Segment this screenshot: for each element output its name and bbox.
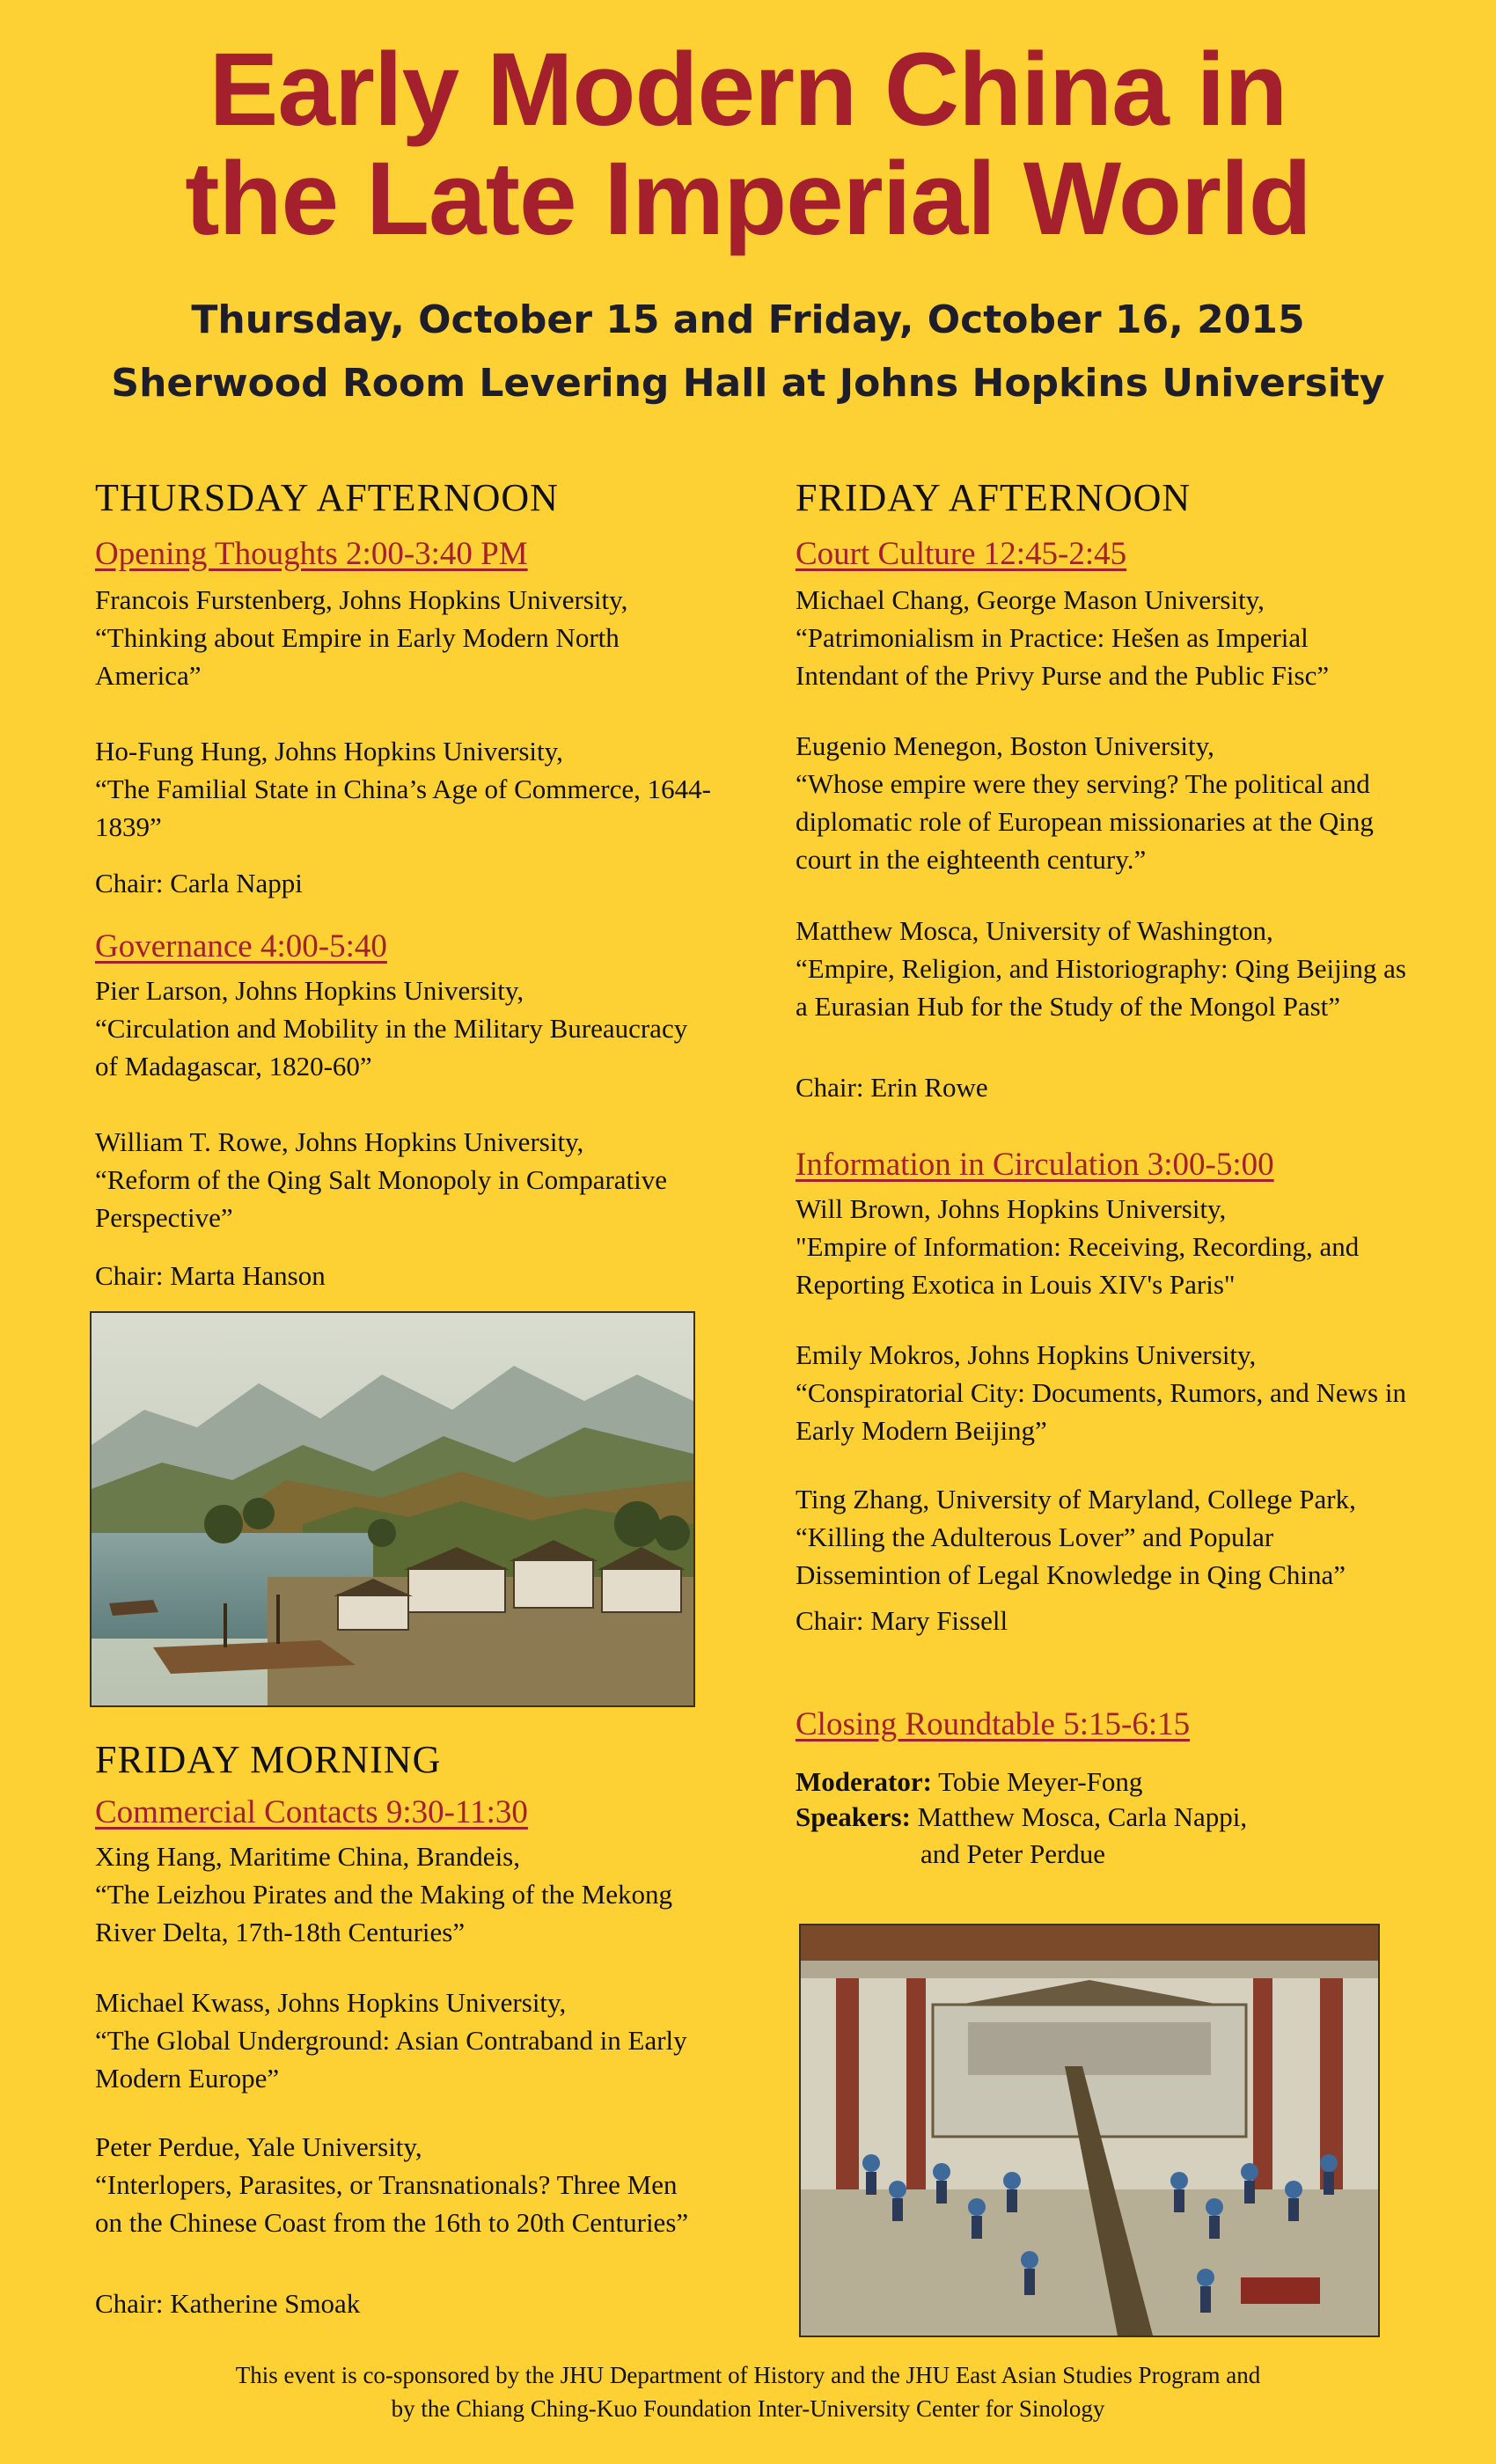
session-chair: Chair: Katherine Smoak <box>95 2288 361 2319</box>
talk-title: “Reform of the Qing Salt Monopoly in Comparative Perspective” <box>95 1164 668 1233</box>
speaker: Michael Chang, George Mason University, <box>796 584 1265 615</box>
speaker: Ho-Fung Hung, Johns Hopkins University, <box>95 736 563 766</box>
talk-perdue <box>95 2128 711 2241</box>
event-venue: Sherwood Room Levering Hall at Johns Hopkins University <box>111 361 1385 406</box>
talk-furstenberg <box>95 581 711 694</box>
session-chair: Chair: Mary Fissell <box>796 1605 1008 1636</box>
landscape-illustration <box>92 1313 693 1705</box>
talk-title: “Killing the Adulterous Lover” and Popular Dissemintion of Legal Knowledge in Qing China” <box>796 1522 1346 1590</box>
session-commercial-contacts: Commercial Contacts 9:30-11:30 <box>95 1794 528 1830</box>
harbor-landscape-painting <box>90 1311 695 1707</box>
talk-title: “Empire, Religion, and Historiography: Qing Beijing as a Eurasian Hub for the Study of the Mongol Past” <box>796 953 1406 1022</box>
speaker: Xing Hang, Maritime China, Brandeis, <box>95 1841 520 1872</box>
session-chair: Chair: Erin Rowe <box>796 1072 988 1103</box>
session-closing-roundtable: Closing Roundtable 5:15-6:15 <box>796 1706 1191 1742</box>
talk-larson <box>95 972 711 1085</box>
speakers-label: Speakers: <box>796 1801 911 1832</box>
sponsor-line-1: This event is co-sponsored by the JHU Department of History and the JHU East Asian Studies Program and <box>235 2362 1261 2388</box>
speaker: Peter Perdue, Yale University, <box>95 2131 422 2162</box>
interior-illustration <box>801 1925 1378 2336</box>
talk-title: “The Familial State in China’s Age of Commerce, 1644-1839” <box>95 774 711 842</box>
event-title-line-2: the Late Imperial World <box>185 141 1311 257</box>
talk-brown <box>796 1190 1412 1303</box>
thursday-afternoon-heading: THURSDAY AFTERNOON <box>95 476 559 519</box>
speakers-names: Matthew Mosca, Carla Nappi, <box>917 1801 1248 1832</box>
moderator-label: Moderator: <box>796 1766 932 1797</box>
talk-title: “The Leizhou Pirates and the Making of the Mekong River Delta, 17th-18th Centuries” <box>95 1879 672 1947</box>
speaker: Eugenio Menegon, Boston University, <box>796 730 1214 761</box>
talk-chang <box>796 581 1412 694</box>
talk-hung <box>95 732 711 846</box>
speaker: Will Brown, Johns Hopkins University, <box>796 1193 1227 1224</box>
court-interior-painting <box>799 1924 1380 2337</box>
roundtable-speakers-cont: and Peter Perdue <box>920 1838 1106 1869</box>
friday-morning-heading: FRIDAY MORNING <box>95 1738 442 1781</box>
speaker: Matthew Mosca, University of Washington, <box>796 915 1273 946</box>
session-governance: Governance 4:00-5:40 <box>95 928 387 964</box>
speaker: Pier Larson, Johns Hopkins University, <box>95 975 524 1006</box>
speaker: William T. Rowe, Johns Hopkins University, <box>95 1126 584 1157</box>
speaker: Michael Kwass, Johns Hopkins University, <box>95 1987 567 2018</box>
session-information-in-circulation: Information in Circulation 3:00-5:00 <box>796 1147 1274 1183</box>
talk-zhang <box>796 1480 1412 1594</box>
talk-title: “The Global Underground: Asian Contraband in Early Modern Europe” <box>95 2025 687 2094</box>
talk-title: “Circulation and Mobility in the Military Bureaucracy of Madagascar, 1820-60” <box>95 1013 688 1082</box>
session-opening-thoughts: Opening Thoughts 2:00-3:40 PM <box>95 536 528 572</box>
roundtable-speakers <box>796 1799 1247 1835</box>
talk-title: “Whose empire were they serving? The political and diplomatic role of European missionaries at the Qing court in the eighteenth century.” <box>796 768 1374 875</box>
talk-title: “Patrimonialism in Practice: Hešen as Imperial Intendant of the Privy Purse and the Public Fisc” <box>796 622 1330 691</box>
speaker: Francois Furstenberg, Johns Hopkins University, <box>95 584 628 615</box>
talk-title: "Empire of Information: Receiving, Recording, and Reporting Exotica in Louis XIV's Paris" <box>796 1231 1360 1300</box>
event-date: Thursday, October 15 and Friday, October 16, 2015 <box>191 297 1305 342</box>
talk-title: “Thinking about Empire in Early Modern North America” <box>95 622 620 691</box>
talk-kwass <box>95 1984 711 2097</box>
talk-menegon <box>796 727 1412 878</box>
talk-title: “Conspiratorial City: Documents, Rumors, and News in Early Modern Beijing” <box>796 1377 1406 1446</box>
speaker: Emily Mokros, Johns Hopkins University, <box>796 1339 1257 1370</box>
friday-afternoon-heading: FRIDAY AFTERNOON <box>796 476 1192 519</box>
talk-mokros <box>796 1336 1412 1449</box>
sponsor-line-2: by the Chiang Ching-Kuo Foundation Inter-University Center for Sinology <box>391 2395 1105 2422</box>
session-court-culture: Court Culture 12:45-2:45 <box>796 536 1127 572</box>
session-chair: Chair: Marta Hanson <box>95 1260 326 1291</box>
sponsor-footer <box>0 2358 1496 2425</box>
speaker: Ting Zhang, University of Maryland, College Park, <box>796 1484 1356 1514</box>
event-title-line-1: Early Modern China in <box>209 32 1287 148</box>
session-chair: Chair: Carla Nappi <box>95 868 303 898</box>
roundtable-moderator <box>796 1764 1142 1800</box>
talk-title: “Interlopers, Parasites, or Transnationals? Three Men on the Chinese Coast from the 16th to 20th Centuries” <box>95 2169 689 2238</box>
talk-hang <box>95 1837 711 1951</box>
moderator-name: Tobie Meyer-Fong <box>938 1766 1143 1797</box>
talk-mosca <box>796 912 1412 1025</box>
talk-rowe <box>95 1123 711 1236</box>
